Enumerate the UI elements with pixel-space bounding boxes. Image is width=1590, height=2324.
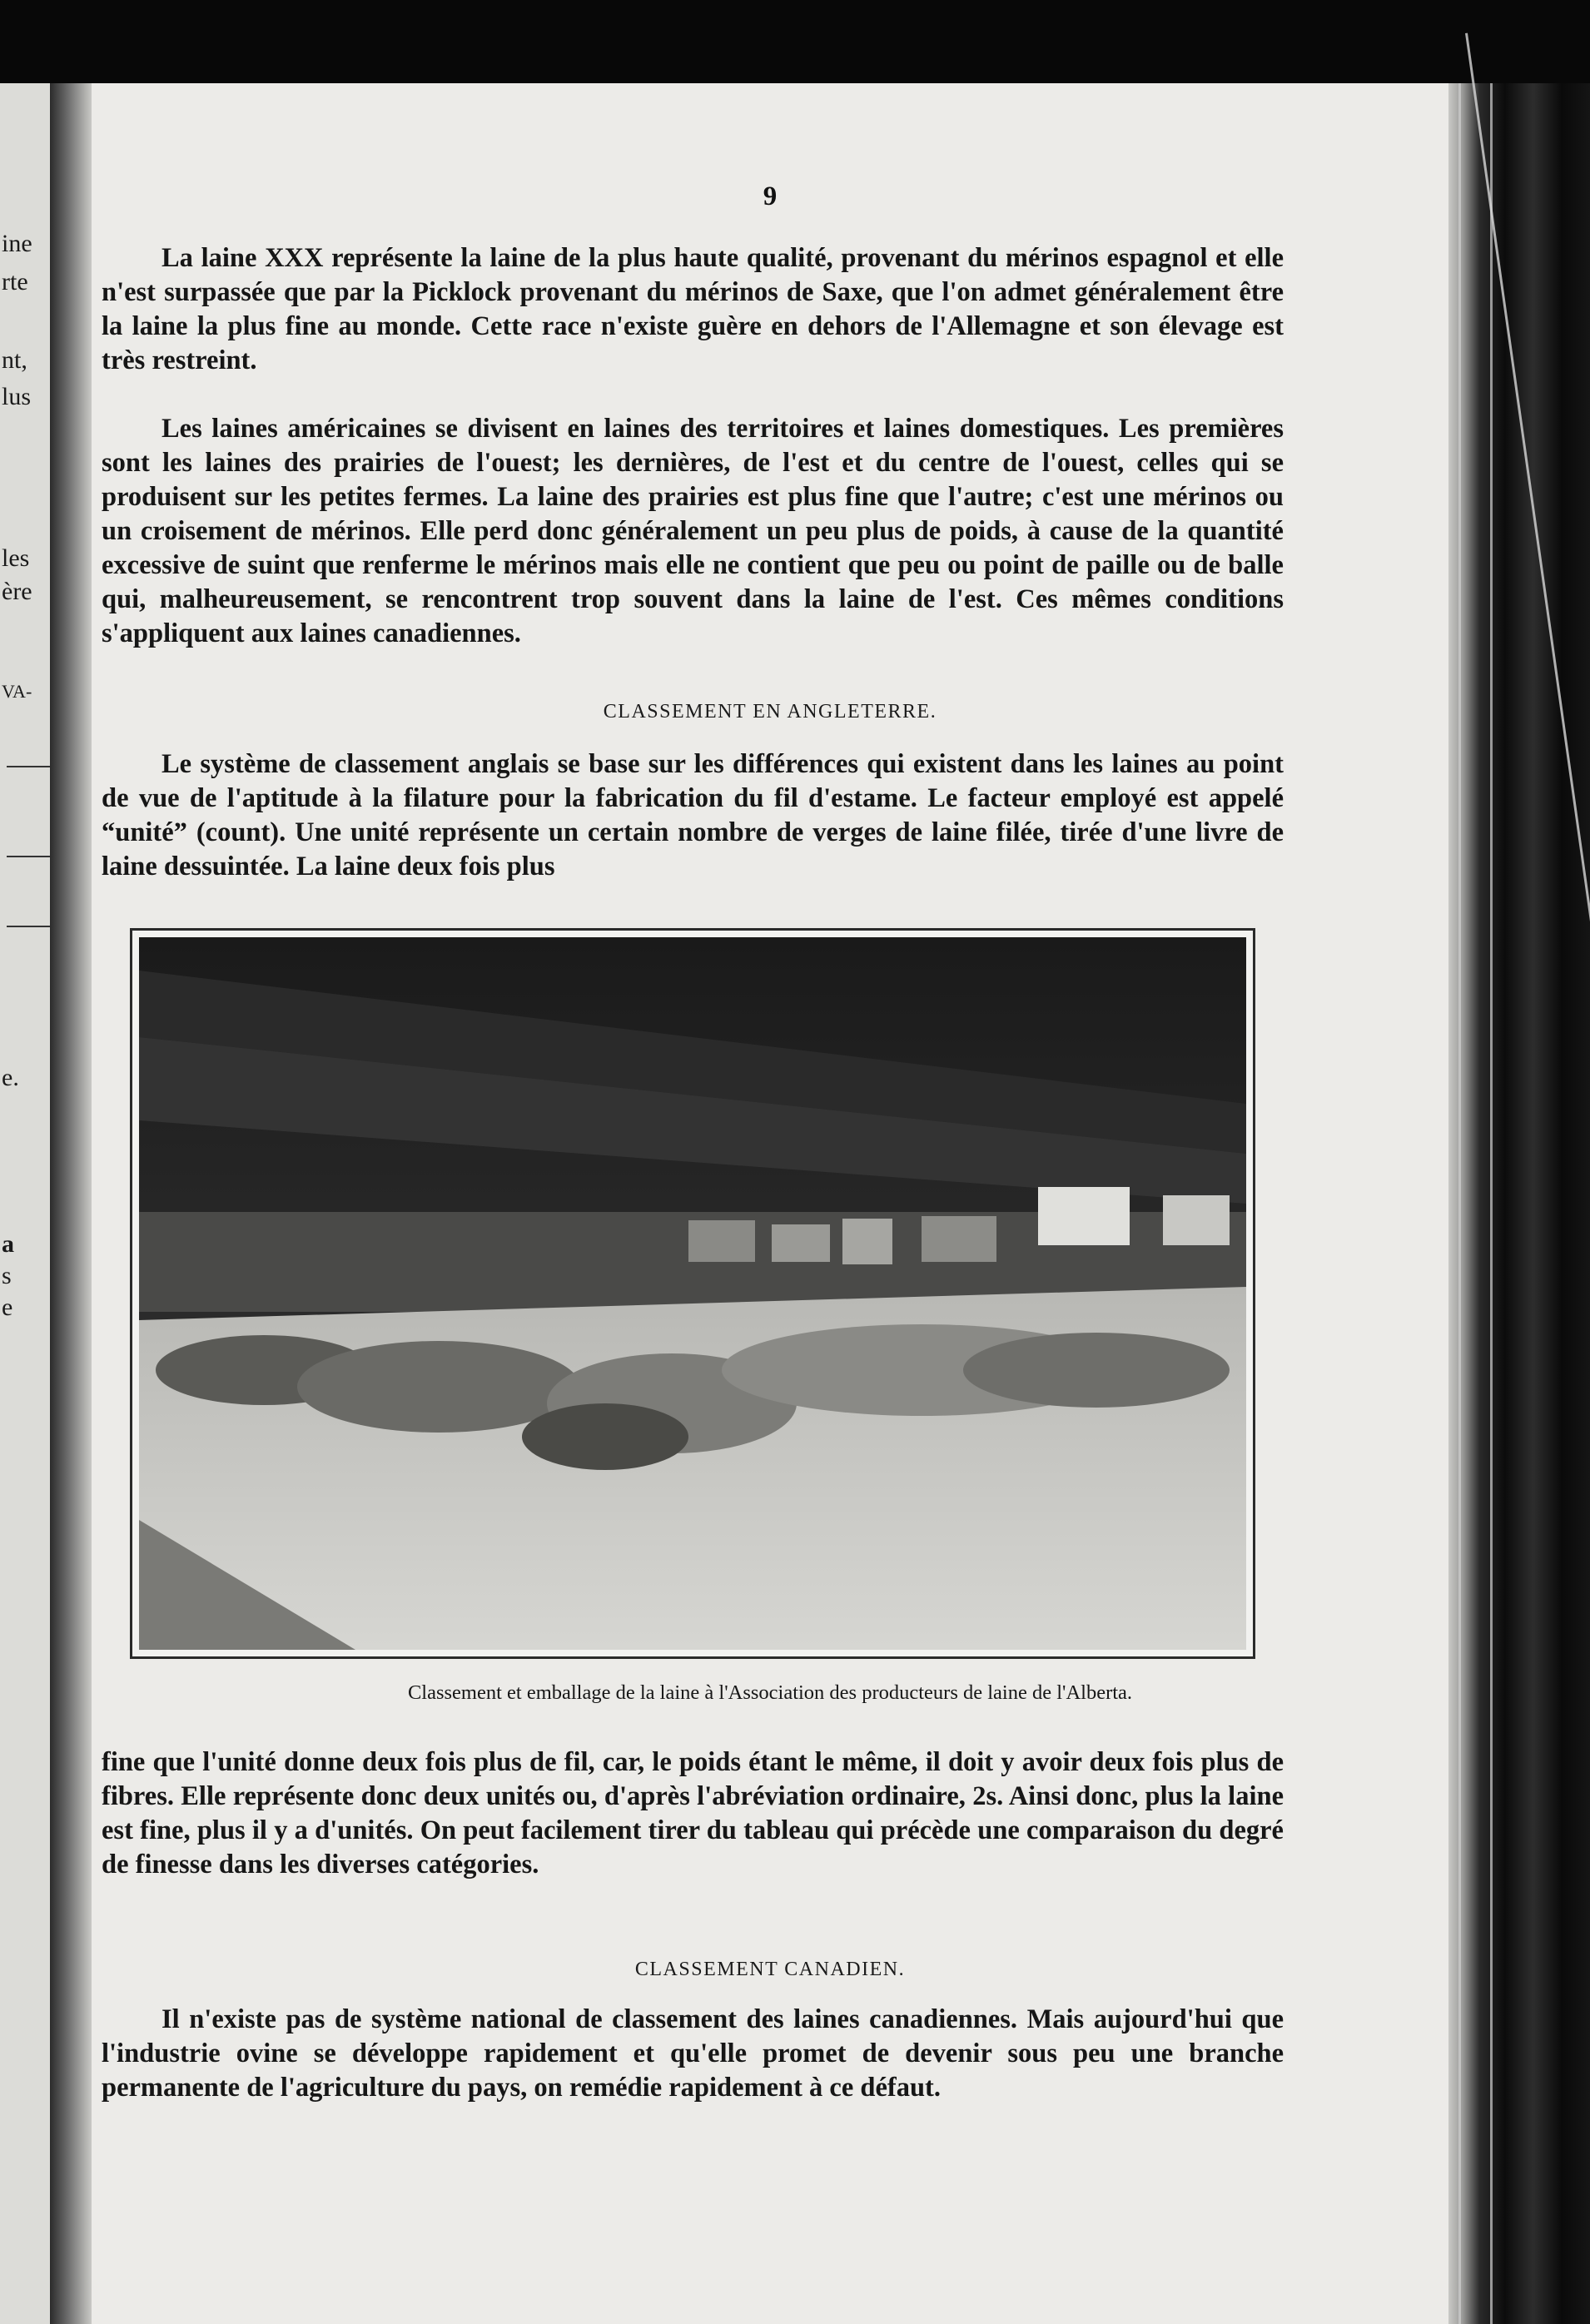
left-page-fragment: nt, [2, 346, 27, 374]
paragraph-classement-canadien [102, 2003, 1284, 2105]
page-edge-line [1458, 83, 1461, 2324]
paragraph-text: Il n'existe pas de système national de classement des laines canadiennes. Mais aujourd'hui que l'industrie ovine se développe rapidement et qu'elle promet de devenir sous peu une branche permanente de l'agriculture du pays, on remédie rapidement à ce défaut. [102, 2004, 1284, 2103]
paragraph-text: Le système de classement anglais se base sur les différences qui existent dans les laines au point de vue de l'aptitude à la filature pour la fabrication du fil d'estame. Le facteur employé est appelé “unité” (count). Une unité représente un certain nombre de verges de laine filée, tirée d'une livre de laine dessuintée. La laine deux fois plus [102, 749, 1284, 881]
left-page-rule [7, 926, 57, 927]
left-page-fragment: VA- [2, 681, 32, 702]
paragraph-text: La laine XXX représente la laine de la plus haute qualité, provenant du mérinos espagnol et elle n'est surpassée que par la Picklock provenant du mérinos de Saxe, que l'on admet généralement être la laine la plus fine au monde. Cette race n'existe guère en dehors de l'Allemagne et son élevage est très restreint. [102, 243, 1284, 375]
left-page-fragment: rte [2, 268, 28, 295]
paragraph-laine-xxx [102, 241, 1284, 378]
left-page-fragment: s [2, 1262, 12, 1289]
paragraph-text: fine que l'unité donne deux fois plus de fil, car, le poids étant le même, il doit y avoir deux fois plus de fibres. Elle représente donc deux unités ou, d'après l'abréviation ordinaire, 2s. Ainsi donc, plus la laine est fine, plus il y a d'unités. On peut facilement tirer du tableau qui précède une comparaison du degré de finesse dans les diverses catégories. [102, 1747, 1284, 1880]
left-page-rule [7, 766, 57, 767]
left-page-fragment: ine [2, 230, 32, 257]
wool-grading-warehouse-photo [139, 937, 1246, 1650]
paragraph-laines-americaines [102, 412, 1284, 651]
book-page [92, 83, 1448, 2324]
left-page-fragment: a [2, 1230, 14, 1258]
photo-caption: Classement et emballage de la laine à l'Association des producteurs de laine de l'Alberta. [407, 1681, 1133, 1704]
page-edge-line [1490, 83, 1493, 2324]
halftone-photograph [130, 928, 1255, 1659]
page-number: 9 [763, 181, 778, 211]
left-page-fragment: ère [2, 578, 32, 605]
left-page-fragment: e. [2, 1064, 19, 1091]
left-page-fragment: lus [2, 383, 32, 410]
scan-top-border [0, 0, 1590, 90]
paragraph-systeme-anglais [102, 747, 1284, 884]
left-page-rule [7, 856, 57, 857]
paragraph-text: Les laines américaines se divisent en laines des territoires et laines domestiques. Les premières sont les laines des prairies de l'ouest; les dernières, de l'est et du centre de l'ouest, celles qui se produisent sur les petites fermes. La laine des prairies est plus fine que l'autre; c'est une mérinos ou un croisement de mérinos. Elle perd donc généralement un peu plus de poids, à cause de la quantité excessive de suint que renferme le mérinos mais elle ne contient que peu ou point de paille ou de balle qui, malheureusement, se rencontrent trop souvent dans la laine de l'est. Ces mêmes conditions s'appliquent aux laines canadiennes. [102, 414, 1284, 648]
section-heading-canadien: CLASSEMENT CANADIEN. [634, 1959, 906, 1980]
left-page-fragment: les [2, 544, 30, 572]
section-heading-angleterre: CLASSEMENT EN ANGLETERRE. [603, 701, 937, 723]
left-page-fragment: e [2, 1294, 13, 1321]
paragraph-unite-fine [102, 1745, 1284, 1882]
